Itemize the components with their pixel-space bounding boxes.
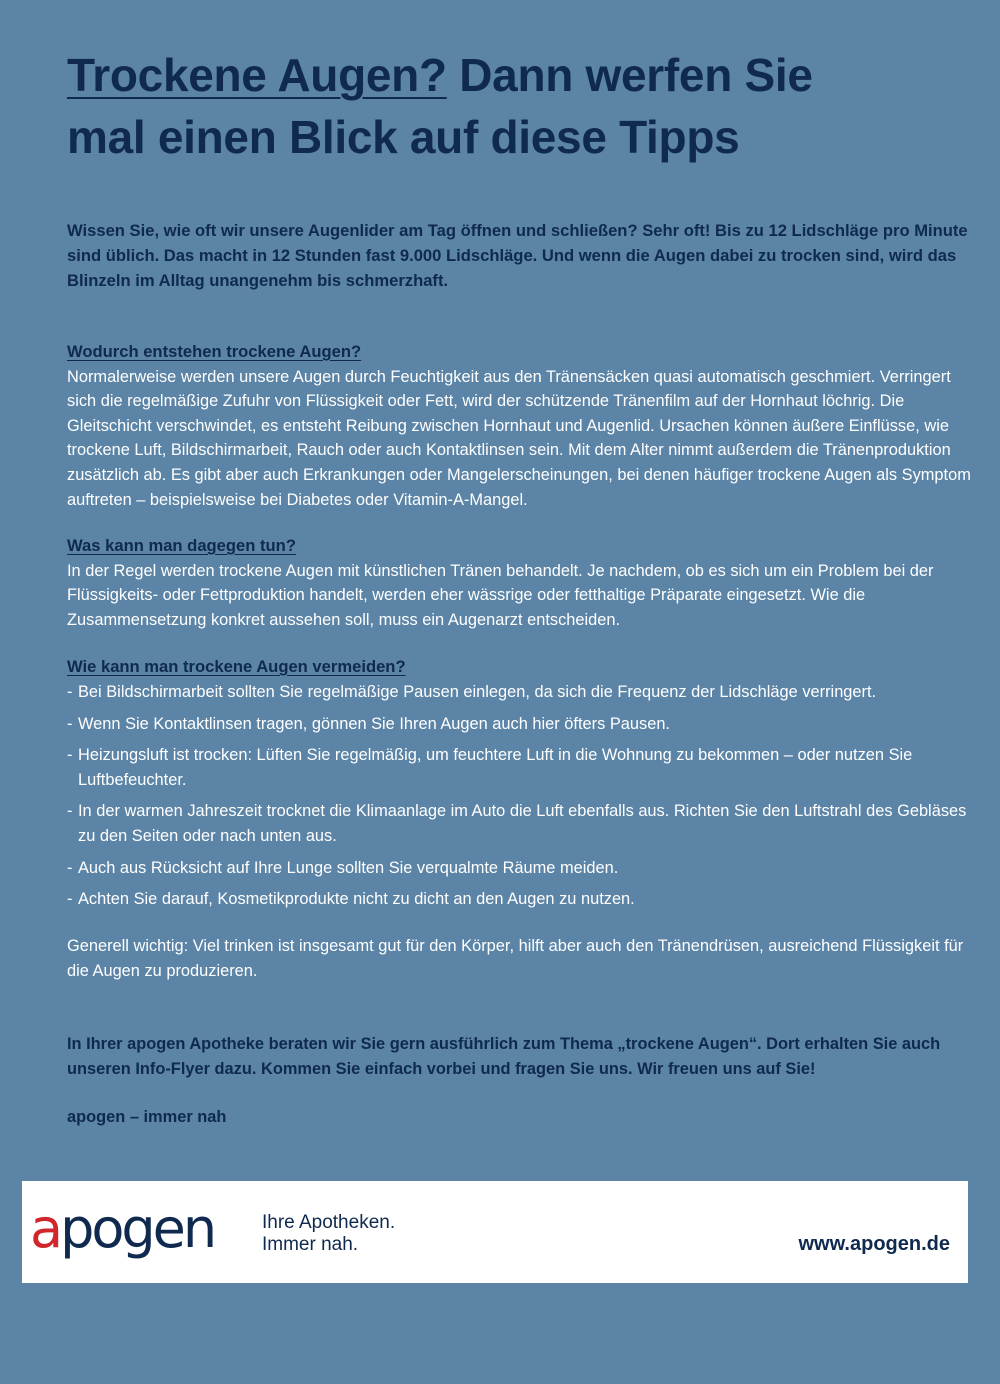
list-dash: - [67, 802, 73, 821]
section-heading-causes: Wodurch entstehen trockene Augen? [67, 342, 362, 361]
section-heading-treatment: Was kann man dagegen tun? [67, 536, 296, 555]
call-to-action: In Ihrer apogen Apotheke beraten wir Sie gern ausführlich zum Thema „trockene Augen“. Dort erhalten Sie auch unseren Info-Flyer dazu. Kommen Sie einfach vorbei und fragen Sie uns. Wir freuen uns auf Sie! [67, 1035, 941, 1078]
section-text-causes: Normalerweise werden unsere Augen durch Feuchtigkeit aus den Tränensäcken quasi automatisch geschmiert. Verringert sich die regelmäßige Zufuhr von Flüssigkeit oder Fett, wird der schützende Tränenfilm auf der Hornhaut löchrig. Die Gleitschicht verschwindet, es entsteht Reibung zwischen Hornhaut und Augenlid. Ursachen können äußere Einflüsse, wie trockene Luft, Bildschirmarbeit, Rauch oder auch Kontaktlinsen sein. Mit dem Alter nimmt außerdem die Tränenproduktion zusätzlich ab. Es gibt aber auch Erkrankungen oder Mangelerscheinungen, bei denen häufiger trockene Augen als Symptom auftreten – beispielsweise bei Diabetes oder Vitamin-A-Mangel. [67, 367, 971, 509]
section-causes [67, 340, 977, 512]
intro-paragraph: Wissen Sie, wie oft wir unsere Augenlider am Tag öffnen und schließen? Sehr oft! Bis zu 12 Lidschläge pro Minute sind üblich. Das macht in 12 Stunden fast 9.000 Lidschläge. Und wenn die Augen dabei zu trocken sind, wird das Blinzeln im Alltag unangenehm bis schmerzhaft. [67, 221, 968, 290]
website-link[interactable]: www.apogen.de [798, 1233, 950, 1255]
list-dash: - [67, 746, 73, 765]
list-dash: - [67, 714, 73, 733]
slogan-line-2: Immer nah. [262, 1234, 359, 1255]
tip-text: In der warmen Jahreszeit trocknet die Klimaanlage im Auto die Luft ebenfalls aus. Richten Sie den Luftstrahl des Gebläses zu den Seiten oder nach unten aus. [78, 802, 967, 845]
section-text-treatment: In der Regel werden trockene Augen mit künstlichen Tränen behandelt. Je nachdem, ob es sich um ein Problem bei der Flüssigkeits- oder Fettproduktion handelt, werden eher wässrige oder fetthaltige Präparate eingesetzt. Wie die Zusammensetzung konkret aussehen soll, muss ein Augenarzt entscheiden. [67, 561, 934, 629]
list-item [67, 743, 977, 792]
list-item [67, 712, 977, 737]
apogen-logo [30, 1197, 214, 1261]
title-underlined-part: Trockene Augen? [67, 49, 447, 101]
list-dash: - [67, 683, 73, 701]
list-dash: - [67, 890, 73, 909]
list-item [67, 799, 977, 848]
logo-letters-rest: pogen [60, 1197, 215, 1260]
tip-text: Achten Sie darauf, Kosmetikprodukte nicht zu dicht an den Augen zu nutzen. [78, 890, 635, 909]
slogan [262, 1212, 395, 1256]
list-item [67, 680, 977, 705]
title-line2: mal einen Blick auf diese Tipps [67, 111, 740, 163]
closing-paragraph: Generell wichtig: Viel trinken ist insgesamt gut für den Körper, hilft aber auch den Tränendrüsen, ausreichend Flüssigkeit für die Augen zu produzieren. [67, 937, 964, 980]
tip-text: Wenn Sie Kontaktlinsen tragen, gönnen Sie Ihren Augen auch hier öfters Pausen. [78, 714, 670, 733]
list-item [67, 887, 977, 912]
tagline: apogen – immer nah [67, 1108, 227, 1126]
tip-text: Bei Bildschirmarbeit sollten Sie regelmäßige Pausen einlegen, da sich die Frequenz der Lidschläge verringert. [78, 683, 877, 701]
tip-text: Heizungsluft ist trocken: Lüften Sie regelmäßig, um feuchtere Luft in die Wohnung zu bekommen – oder nutzen Sie Luftbefeuchter. [78, 746, 913, 789]
title-line1-rest: Dann werfen Sie [446, 49, 813, 101]
tip-text: Auch aus Rücksicht auf Ihre Lunge sollten Sie verqualmte Räume meiden. [78, 858, 619, 877]
slogan-line-1: Ihre Apotheken. [262, 1212, 396, 1233]
section-treatment [67, 534, 977, 632]
section-prevention [67, 655, 977, 680]
section-heading-prevention: Wie kann man trockene Augen vermeiden? [67, 657, 406, 676]
tips-list [67, 680, 977, 919]
logo-letter-a: a [30, 1197, 61, 1260]
footer-bar [22, 1181, 968, 1283]
page-title [67, 44, 977, 168]
list-dash: - [67, 858, 73, 877]
list-item [67, 856, 977, 881]
